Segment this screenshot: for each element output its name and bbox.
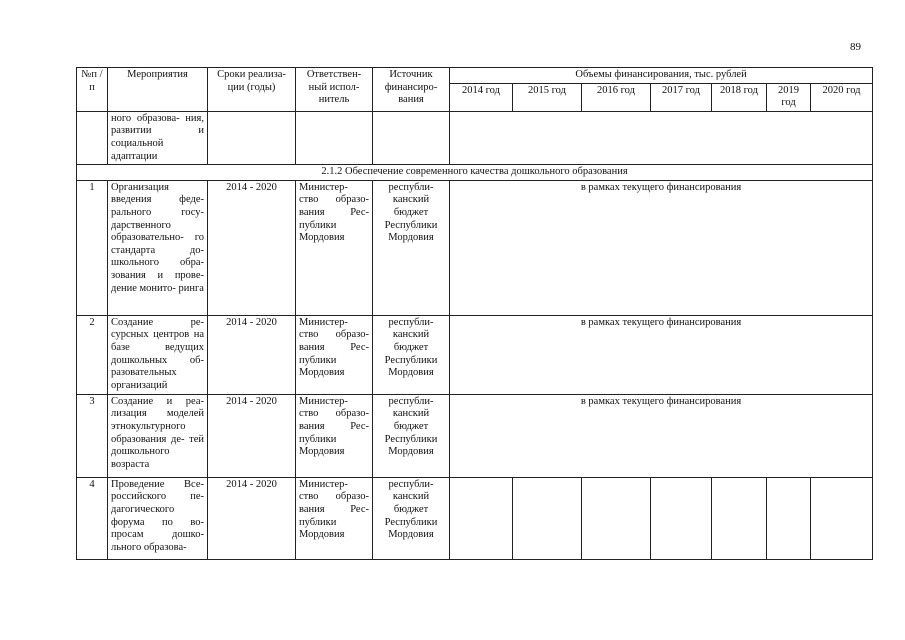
header-year: 2018 год	[712, 83, 767, 111]
source-cell: республи- канский бюджет Республики Мордовия	[373, 477, 450, 559]
row-number: 3	[77, 394, 108, 477]
activity-cell: ного образова- ния, развитии и социальной адаптации	[108, 111, 208, 164]
header-responsible: Ответствен- ный испол- нитель	[296, 68, 373, 112]
header-year: 2016 год	[582, 83, 651, 111]
responsible-cell: Министер- ство образо- вания Рес- публики Мордовия	[296, 394, 373, 477]
header-year: 2017 год	[651, 83, 712, 111]
page-number: 89	[850, 41, 861, 53]
responsible-cell: Министер- ство образо- вания Рес- публики Мордовия	[296, 315, 373, 394]
row-number: 2	[77, 315, 108, 394]
responsible-cell: Министер- ство образо- вания Рес- публики Мордовия	[296, 180, 373, 315]
term-cell: 2014 - 2020	[208, 315, 296, 394]
funding-note: в рамках текущего финансирования	[450, 180, 873, 315]
row-number: 1	[77, 180, 108, 315]
header-year: 2019 год	[767, 83, 811, 111]
funding-table	[76, 67, 873, 560]
activity-cell: Создание и реа- лизация моделей этнокультурного образования де- тей дошкольного возраста	[108, 394, 208, 477]
responsible-cell: Министер- ство образо- вания Рес- публики Мордовия	[296, 477, 373, 559]
activity-cell: Проведение Все- российского пе- дагогического форума по во- просам дошко- льного образова-	[108, 477, 208, 559]
term-cell: 2014 - 2020	[208, 394, 296, 477]
section-row	[77, 165, 873, 181]
funding-cell	[582, 477, 651, 559]
source-cell: республи- канский бюджет Республики Мордовия	[373, 315, 450, 394]
funding-note: в рамках текущего финансирования	[450, 394, 873, 477]
table-row	[77, 111, 873, 164]
funding-cell	[712, 477, 767, 559]
header-activities: Мероприятия	[108, 68, 208, 112]
activity-cell: Организация введения феде- рального госу- дарственного образовательно- го стандарта до- школьного обра- зования и прове- дение монито- ринга	[108, 180, 208, 315]
header-num: №п /п	[77, 68, 108, 112]
activity-cell: Создание ре- сурсных центров на базе ведущих дошкольных об- разовательных организаций	[108, 315, 208, 394]
table-header-row	[77, 68, 873, 84]
header-year: 2014 год	[450, 83, 513, 111]
header-funding: Объемы финансирования, тыс. рублей	[450, 68, 873, 84]
header-year: 2020 год	[811, 83, 873, 111]
table-row	[77, 477, 873, 559]
funding-cell	[513, 477, 582, 559]
row-number: 4	[77, 477, 108, 559]
header-source: Источник финансиро- вания	[373, 68, 450, 112]
term-cell: 2014 - 2020	[208, 477, 296, 559]
table-row	[77, 315, 873, 394]
table-row	[77, 394, 873, 477]
table-row	[77, 180, 873, 315]
funding-cell	[811, 477, 873, 559]
section-title: 2.1.2 Обеспечение современного качества дошкольного образования	[77, 165, 873, 181]
funding-note: в рамках текущего финансирования	[450, 315, 873, 394]
source-cell: республи- канский бюджет Республики Мордовия	[373, 180, 450, 315]
funding-cell	[450, 477, 513, 559]
source-cell: республи- канский бюджет Республики Мордовия	[373, 394, 450, 477]
funding-cell	[651, 477, 712, 559]
funding-cell	[767, 477, 811, 559]
term-cell: 2014 - 2020	[208, 180, 296, 315]
header-terms: Сроки реализа- ции (годы)	[208, 68, 296, 112]
header-year: 2015 год	[513, 83, 582, 111]
